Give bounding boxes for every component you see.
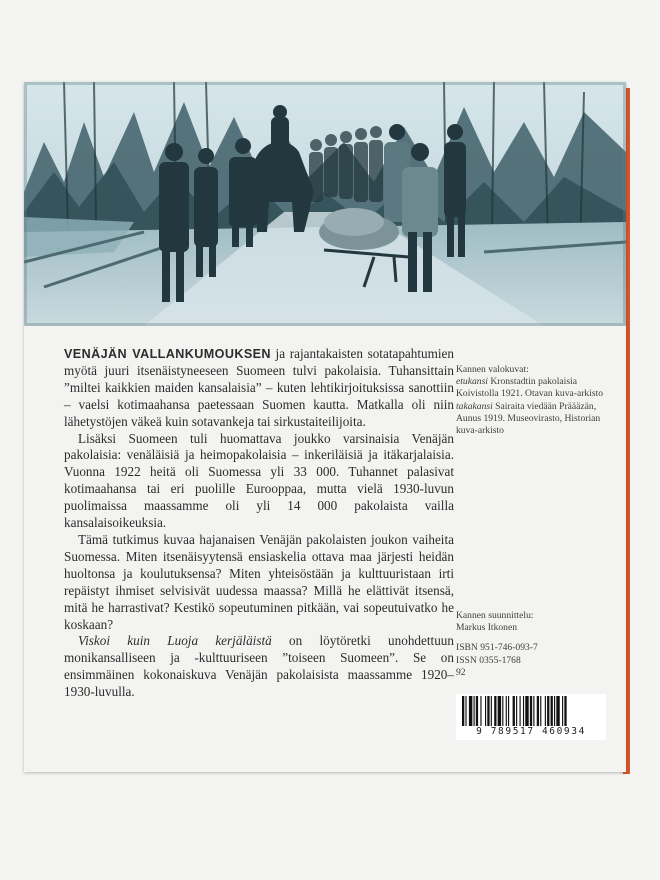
barcode-bar — [545, 696, 546, 726]
barcode-bar — [525, 696, 528, 726]
barcode-bar — [523, 696, 524, 726]
barcode-icon — [462, 696, 600, 726]
credits-front — [456, 376, 606, 437]
isbn-number: ISBN 951-746-093-7 — [456, 642, 538, 653]
barcode-bar — [476, 696, 478, 726]
barcode-bar — [547, 696, 549, 726]
credits-front-label: etukansi — [456, 376, 488, 388]
barcode-number: 9 789517 460934 — [476, 726, 586, 737]
barcode-bar — [491, 696, 492, 726]
barcode-bar — [469, 696, 472, 726]
credits-front-text: Kronstadtin pakolaisia Koivistolla 1921. Otavan kuva-arkisto — [456, 376, 604, 400]
isbn-block — [456, 642, 606, 680]
blurb-p1-text: ja rajantakaisten sotatapahtumien myötä juuri itsenäistyneeseen Suomeen tulvi pakolaisia. Tuhansittain ”miltei kaikkien maiden kansalaisia” – kuten lehtikirjoituksissa sanottiin – vaelsi kotimaahansa paetessaan Suomen kautta. Matkalla oli niin lähetystöjen väkeä kuin sotavankeja tai sirkustaiteilijoita. — [64, 346, 455, 429]
blurb — [64, 346, 454, 701]
barcode-bar — [485, 696, 486, 726]
cover-photo — [24, 82, 626, 326]
barcode-bar — [498, 696, 501, 726]
designer-name: Markus Itkonen — [456, 622, 518, 634]
designer-label: Kannen suunnittelu: — [456, 610, 534, 621]
barcode-bar — [530, 696, 532, 726]
barcode — [456, 694, 606, 740]
barcode-bar — [520, 696, 521, 726]
blurb-paragraph-1 — [64, 346, 454, 431]
barcode-bar — [465, 696, 466, 726]
barcode-bar — [513, 696, 515, 726]
barcode-bar — [506, 696, 507, 726]
credits-back-label: takakansi — [456, 400, 493, 412]
blurb-p4-text: on löytöretki unohdettuun monikansalliseen ja -kulttuuriseen ”toiseen Suomeen”. Se on ensimmäinen kokonaiskuva Venäjän pakolaisista maassamme 1920–1930-luvulla. — [64, 633, 454, 700]
blurb-paragraph-3: Tämä tutkimus kuvaa hajanaisen Venäjän pakolaisten joukon vaiheita Suomessa. Miten itsenäisyytensä ensiaskelia ottava maa järjesti heidän huoltonsa ja koulutuksensa? Miten yhteisöstään ja kulttuuristaan irti repäistyt ihmiset selvisivät uudessa maassa? Millä he elättivät itsensä, mitä he harrastivat? Kestikö sopeutuminen pitkään, vai sopeutuivatko he koskaan? — [64, 531, 454, 632]
issn-number: ISSN 0355-1768 — [456, 654, 521, 666]
barcode-bar — [554, 696, 555, 726]
barcode-bar — [508, 696, 509, 726]
book-title-italic: Viskoi kuin Luoja kerjäläistä — [78, 633, 272, 649]
refugees-photo-icon — [24, 82, 626, 326]
credits-heading: Kannen valokuvat: — [456, 364, 529, 375]
barcode-bar — [540, 696, 541, 726]
blurb-paragraph-2: Lisäksi Suomeen tuli huomattava joukko varsinaisia Venäjän pakolaisia: venäläisiä ja heimopakolaisia – inkeriläisiä ja itäkarjalaisia. Vuonna 1922 heitä oli Suomessa yli 33 000. Tuhannet palasivat kotimaahansa tai eri puolille Eurooppaa, mutta vielä 1930-luvun puolimaissa maassamme oli yli 14 000 pakolaista vailla kansalaisoikeuksia. — [64, 430, 454, 531]
barcode-bar — [494, 696, 496, 726]
blurb-paragraph-4 — [64, 633, 454, 701]
barcode-bar — [537, 696, 539, 726]
barcode-bar — [556, 696, 559, 726]
barcode-bar — [533, 696, 534, 726]
cover-designer — [456, 610, 606, 634]
blurb-lead: VENÄJÄN VALLANKUMOUKSEN — [64, 347, 271, 361]
credits-back-text: Sairaita viedään Präääzän, Aunus 1919. Museovirasto, Historian kuva-arkisto — [456, 400, 601, 437]
barcode-bar — [462, 696, 464, 726]
series-number: 92 — [456, 667, 466, 679]
book-back-cover — [24, 82, 626, 772]
barcode-bar — [516, 696, 517, 726]
barcode-bar — [502, 696, 503, 726]
barcode-bar — [487, 696, 489, 726]
photo-credits — [456, 364, 606, 437]
barcode-bar — [474, 696, 475, 726]
barcode-bar — [562, 696, 563, 726]
barcode-bar — [551, 696, 553, 726]
barcode-bar — [564, 696, 566, 726]
barcode-bar — [480, 696, 481, 726]
